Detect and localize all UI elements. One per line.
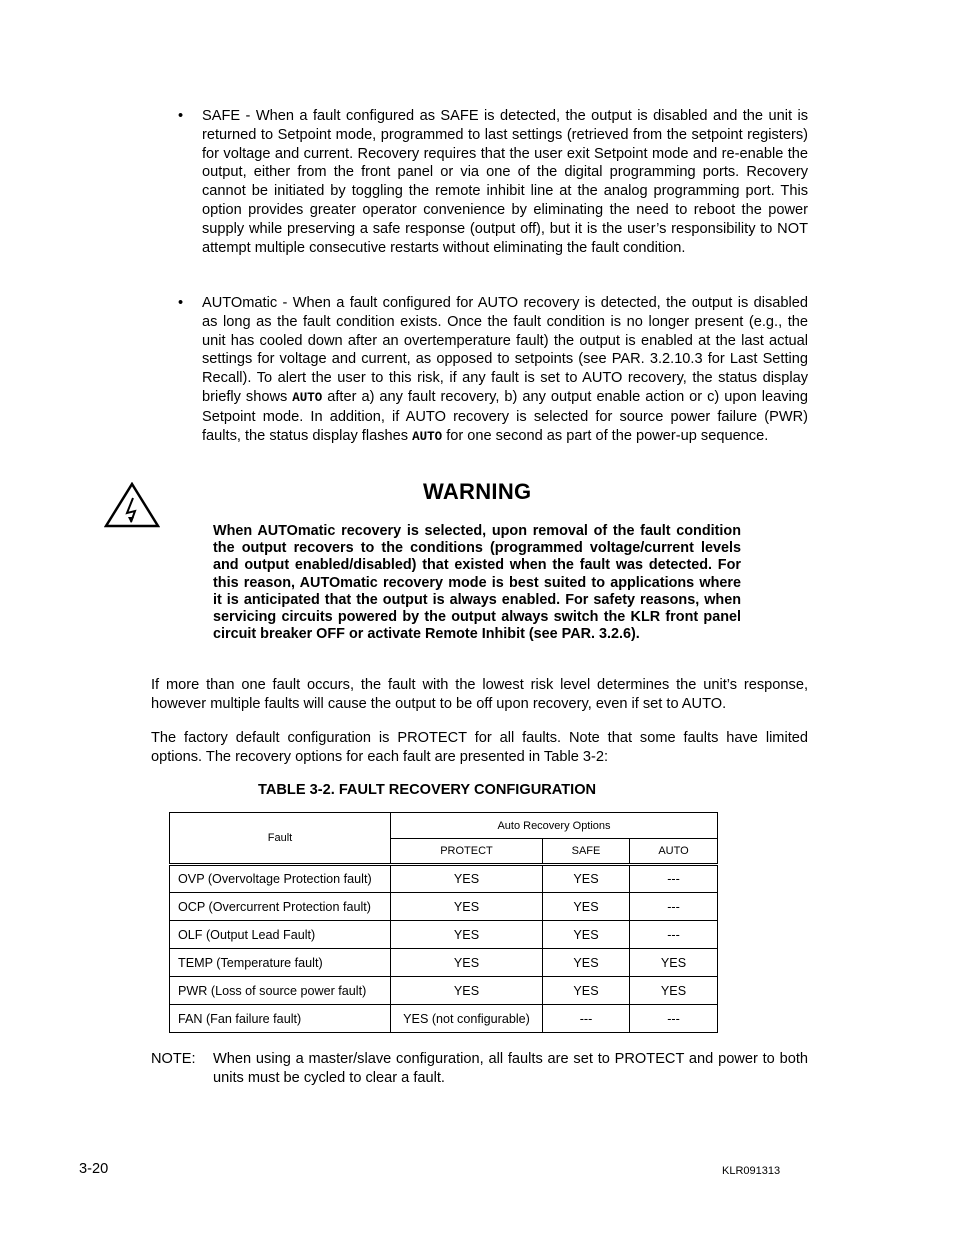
table-row <box>170 977 718 1005</box>
status-display-auto: AUTO <box>292 390 323 405</box>
auto-value: YES <box>630 977 718 1005</box>
auto-value: --- <box>630 1005 718 1033</box>
bullet-auto-part1: AUTOmatic - When a fault configured for AUTO recovery is detected, the output is disabled as long as the fault condition exists. Once the fault condition is no longer present (e.g., the unit has cooled down after an overtemperature fault) the output is enabled at the last actual settings for voltage and current, as opposed to setpoints (see PAR. 3.2.10.3 for Last Setting Recall). To alert the user to this risk, if any fault is set to AUTO recovery, the status display briefly shows <box>202 295 808 405</box>
bullet-symbol: • <box>178 108 184 124</box>
status-display-auto-flash: AUTO <box>412 429 443 444</box>
table-row <box>170 865 718 893</box>
protect-value: YES <box>391 949 543 977</box>
bullet-auto <box>178 294 808 446</box>
page-number: 3-20 <box>79 1161 109 1177</box>
bullet-auto-part3: for one second as part of the power-up sequence. <box>446 427 769 444</box>
bullet-symbol: • <box>178 295 184 311</box>
header-safe: SAFE <box>543 839 630 865</box>
fault-name: FAN (Fan failure fault) <box>170 1005 391 1033</box>
header-protect: PROTECT <box>391 839 543 865</box>
auto-value: --- <box>630 921 718 949</box>
header-auto: AUTO <box>630 839 718 865</box>
document-id: KLR091313 <box>722 1165 781 1177</box>
fault-name: OCP (Overcurrent Protection fault) <box>170 893 391 921</box>
protect-value: YES <box>391 977 543 1005</box>
fault-name: PWR (Loss of source power fault) <box>170 977 391 1005</box>
safe-value: YES <box>543 921 630 949</box>
table-row <box>170 949 718 977</box>
fault-name: TEMP (Temperature fault) <box>170 949 391 977</box>
table-row <box>170 893 718 921</box>
safe-value: YES <box>543 977 630 1005</box>
table-title: TABLE 3-2. FAULT RECOVERY CONFIGURATION <box>258 782 597 798</box>
protect-value: YES <box>391 865 543 893</box>
bullet-safe-text: SAFE - When a fault configured as SAFE is detected, the output is disabled and the unit is returned to Setpoint mode, programmed to last settings (retrieved from the setpoint registers) for voltage and current. Recovery requires that the user exit Setpoint mode and re-enable the output, either from the front panel or via one of the digital programming ports. Recovery cannot be initiated by toggling the remote inhibit line at the analog programming port. This option provides greater operator convenience by eliminating the need to reboot the power supply while preserving a safe response (output off), but it is the user’s responsibility to NOT attempt multiple consecutive restarts without eliminating the fault condition. <box>202 108 808 256</box>
bullet-auto-text <box>202 294 808 446</box>
high-voltage-warning-icon <box>104 482 160 528</box>
warning-title: WARNING <box>423 479 532 504</box>
fault-name: OLF (Output Lead Fault) <box>170 921 391 949</box>
auto-value: YES <box>630 949 718 977</box>
safe-value: --- <box>543 1005 630 1033</box>
safe-value: YES <box>543 865 630 893</box>
note-label: NOTE: <box>151 1051 196 1067</box>
auto-value: --- <box>630 893 718 921</box>
header-auto-recovery-options: Auto Recovery Options <box>391 813 718 839</box>
protect-value: YES (not configurable) <box>391 1005 543 1033</box>
paragraph-multiple-faults: If more than one fault occurs, the fault with the lowest risk level determines the unit’s response, however multiple faults will cause the output to be off upon recovery, even if set to AUTO. <box>151 677 808 712</box>
fault-recovery-table <box>169 812 718 1033</box>
auto-value: --- <box>630 865 718 893</box>
safe-value: YES <box>543 949 630 977</box>
protect-value: YES <box>391 921 543 949</box>
table-row <box>170 921 718 949</box>
bullet-auto-part2: after a) any fault recovery, b) any output enable action or c) upon leaving Setpoint mode. In addition, if AUTO recovery is selected for source power failure (PWR) faults, the status display flashes <box>202 388 808 444</box>
table-row <box>170 1005 718 1033</box>
protect-value: YES <box>391 893 543 921</box>
paragraph-factory-default: The factory default configuration is PROTECT for all faults. Note that some faults have limited options. The recovery options for each fault are presented in Table 3-2: <box>151 730 808 765</box>
note-text: When using a master/slave configuration, all faults are set to PROTECT and power to both units must be cycled to clear a fault. <box>213 1051 808 1086</box>
warning-text: When AUTOmatic recovery is selected, upon removal of the fault condition the output recovers to the conditions (programmed voltage/current levels and output enabled/disabled) that existed when the fault was detected. For this reason, AUTOmatic recovery mode is best suited to applications where it is anticipated that the output is always enabled. For safety reasons, when servicing circuits powered by the output always switch the KLR front panel circuit breaker OFF or activate Remote Inhibit (see PAR. 3.2.6). <box>213 523 741 643</box>
fault-name: OVP (Overvoltage Protection fault) <box>170 865 391 893</box>
bullet-safe <box>178 107 808 257</box>
header-fault: Fault <box>170 813 391 865</box>
safe-value: YES <box>543 893 630 921</box>
